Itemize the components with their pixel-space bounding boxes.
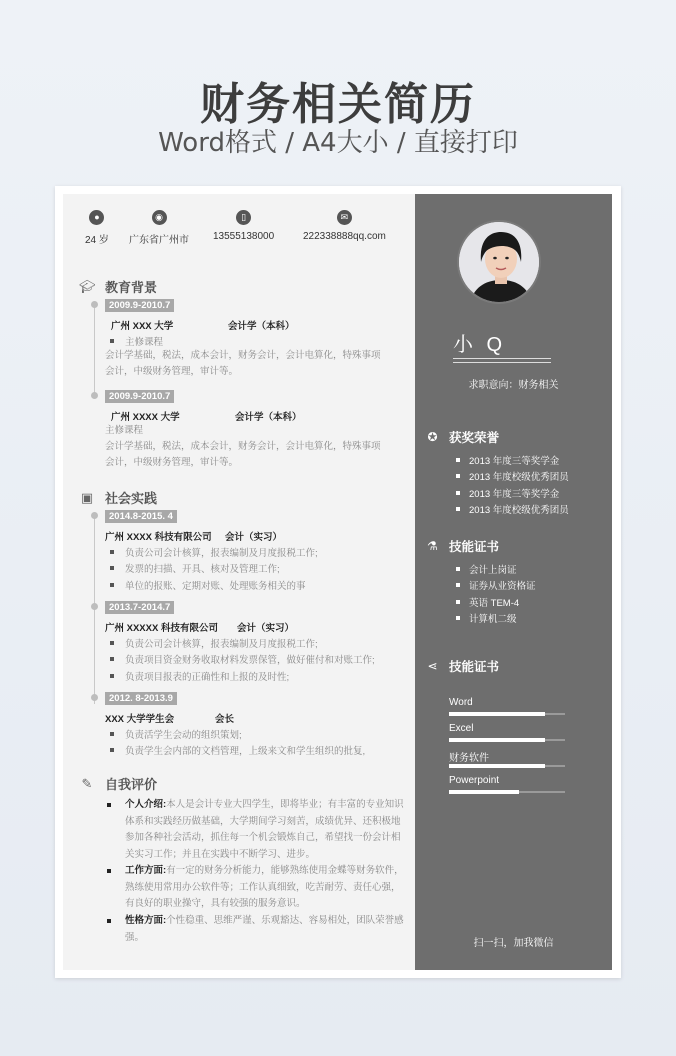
practice-title: 社会实践 bbox=[105, 491, 158, 506]
resume-paper bbox=[55, 186, 621, 978]
skill-bar bbox=[449, 765, 565, 767]
timeline-dot bbox=[91, 603, 98, 610]
contact-location-text: 广东省广州市 bbox=[129, 235, 189, 246]
award-item: 2013 年度校级优秀团员 bbox=[469, 502, 569, 516]
practice-org-3: XXX 大学学生会 bbox=[105, 714, 175, 725]
medal-icon: ✪ bbox=[427, 429, 438, 444]
portrait-photo bbox=[459, 222, 541, 304]
cert-item: 英语 TEM-4 bbox=[469, 595, 519, 609]
email-icon: ✉ bbox=[337, 210, 352, 225]
evaluation-label: 性格方面: bbox=[125, 915, 167, 926]
edit-icon: ✎ bbox=[81, 775, 93, 791]
skill-name: Excel bbox=[449, 723, 474, 734]
practice-org-2: 广州 XXXXX 科技有限公司 bbox=[105, 623, 218, 634]
education-title: 教育背景 bbox=[105, 280, 158, 295]
evaluation-text: 个性稳重、思维严谨、乐观豁达、容易相处，团队荣誉感强。 bbox=[125, 915, 404, 943]
practice-org-1: 广州 XXXX 科技有限公司 bbox=[105, 532, 212, 543]
contact-email-text: 222338888qq.com bbox=[303, 231, 386, 242]
practice-bullet: 负责公司会计核算，报表编制及月度报税工作; bbox=[105, 545, 318, 559]
evaluation-text: 有一定的财务分析能力，能够熟练使用金蝶等财务软件，熟练使用常用办公软件等；工作认真细致，吃苦耐劳、责任心强，有良好的职业操守，具有较强的服务意识。 bbox=[125, 865, 404, 910]
practice-role-2: 会计（实习） bbox=[237, 623, 295, 634]
certs-header bbox=[425, 537, 499, 555]
practice-bullet: 负责项目报表的正确性和上报的及时性; bbox=[105, 669, 289, 683]
practice-header bbox=[79, 488, 157, 507]
timeline-dot bbox=[91, 301, 98, 308]
edu-school-2: 广州 XXXX 大学 bbox=[111, 412, 180, 423]
timeline-dot bbox=[91, 512, 98, 519]
practice-bullet: 负责公司会计核算，报表编制及月度报税工作; bbox=[105, 636, 318, 650]
profile-name: 小 Q bbox=[453, 334, 507, 356]
name-divider bbox=[453, 358, 551, 359]
avatar bbox=[457, 220, 541, 304]
edu-courses-1-line1: 会计学基础，税法，成本会计，财务会计，会计电算化，特殊事项 bbox=[105, 350, 381, 361]
briefcase-icon: ▣ bbox=[80, 489, 94, 505]
practice-bullet: 发票的扫描、开具、核对及管理工作; bbox=[105, 561, 280, 575]
practice-bullet: 负责活学生会动的组织策划; bbox=[105, 727, 242, 741]
evaluation-item bbox=[125, 797, 405, 863]
skill-bar-fill bbox=[449, 712, 545, 716]
evaluation-item bbox=[125, 863, 405, 913]
practice-date-3: 2012. 8-2013.9 bbox=[105, 692, 177, 705]
edu-courses-2-line1: 会计学基础，税法，成本会计，财务会计，会计电算化，特殊事项 bbox=[105, 441, 381, 452]
share-icon: ⋖ bbox=[427, 658, 438, 673]
contact-location bbox=[129, 210, 189, 246]
skill-bar bbox=[449, 791, 565, 793]
evaluation-header bbox=[79, 774, 157, 793]
resume-right-column bbox=[415, 194, 612, 970]
location-icon: ◉ bbox=[152, 210, 167, 225]
skill-bar-fill bbox=[449, 738, 545, 742]
edu-school-1: 广州 XXX 大学 bbox=[111, 321, 174, 332]
evaluation-title: 自我评价 bbox=[105, 777, 158, 792]
award-item: 2013 年度三等奖学金 bbox=[469, 453, 559, 467]
edu-major-1: 会计学（本科） bbox=[228, 321, 295, 332]
timeline-dot bbox=[91, 694, 98, 701]
edu-courses-label-1: 主修课程 bbox=[105, 334, 163, 348]
skill-bar-fill bbox=[449, 764, 545, 768]
practice-date-1: 2014.8-2015. 4 bbox=[105, 510, 177, 523]
certs-title: 技能证书 bbox=[449, 540, 500, 554]
contact-phone-text: 13555138000 bbox=[213, 231, 275, 242]
skill-bar bbox=[449, 713, 565, 715]
skills-title: 技能证书 bbox=[449, 660, 500, 674]
award-item: 2013 年度三等奖学金 bbox=[469, 486, 559, 500]
skills-header bbox=[425, 657, 499, 675]
practice-role-3: 会长 bbox=[215, 714, 235, 725]
timeline-line bbox=[94, 302, 95, 396]
edu-courses-2-line2: 会计，中级财务管理，审计等。 bbox=[105, 457, 239, 468]
practice-role-1: 会计（实习） bbox=[225, 532, 283, 543]
skill-bar bbox=[449, 739, 565, 741]
evaluation-text: 本人是会计专业大四学生，即将毕业；有丰富的专业知识体系和实践经历做基础，大学期间学习刻苦，成绩优异、还积极地参加各种社会活动，抓住每一个机会锻炼自己，希望找一份会计相关实习工作；并且在实践中不断学习、进步。 bbox=[125, 799, 404, 860]
edu-courses-label-2: 主修课程 bbox=[105, 425, 144, 436]
award-item: 2013 年度校级优秀团员 bbox=[469, 469, 569, 483]
scan-wechat-text: 扫一扫，加我微信 bbox=[473, 938, 554, 949]
hero-title: 财务相关简历 bbox=[200, 79, 476, 130]
resume-left-column bbox=[63, 194, 415, 970]
edu-courses-1-line2: 会计，中级财务管理，审计等。 bbox=[105, 366, 239, 377]
contact-age bbox=[85, 210, 109, 246]
hero-subtitle: Word格式 / A4大小 / 直接打印 bbox=[158, 128, 518, 158]
timeline-dot bbox=[91, 392, 98, 399]
cert-item: 证券从业资格证 bbox=[469, 578, 536, 592]
evaluation-label: 工作方面: bbox=[125, 865, 167, 876]
skill-name: Powerpoint bbox=[449, 775, 500, 786]
edu-date-1: 2009.9-2010.7 bbox=[105, 299, 174, 312]
job-intent: 求职意向：财务相关 bbox=[468, 380, 559, 391]
skill-name: 财务软件 bbox=[449, 753, 489, 764]
contact-phone bbox=[213, 210, 274, 242]
contact-email bbox=[303, 210, 386, 242]
evaluation-item bbox=[125, 913, 405, 946]
name-divider bbox=[453, 362, 551, 363]
edu-date-2: 2009.9-2010.7 bbox=[105, 390, 174, 403]
practice-date-2: 2013.7-2014.7 bbox=[105, 601, 174, 614]
evaluation-label: 个人介绍: bbox=[125, 799, 167, 810]
flask-icon: ⚗ bbox=[427, 538, 438, 553]
contact-age-text: 24 岁 bbox=[85, 235, 109, 246]
practice-bullet: 负责项目资金财务收取材料发票保管，做好催付和对账工作; bbox=[105, 652, 375, 666]
graduation-cap-icon: 🎓︎ bbox=[79, 278, 96, 294]
awards-header bbox=[425, 428, 499, 446]
edu-major-2: 会计学（本科） bbox=[235, 412, 302, 423]
education-header bbox=[79, 277, 157, 296]
practice-bullet: 单位的报账、定期对账、处理账务相关的事 bbox=[105, 578, 306, 592]
cert-item: 计算机二级 bbox=[469, 611, 517, 625]
user-icon: ● bbox=[89, 210, 104, 225]
skill-name: Word bbox=[449, 697, 473, 708]
phone-icon: ▯ bbox=[236, 210, 251, 225]
skill-bar-fill bbox=[449, 790, 519, 794]
cert-item: 会计上岗证 bbox=[469, 562, 517, 576]
awards-title: 获奖荣誉 bbox=[449, 431, 500, 445]
practice-bullet: 负责学生会内部的文档管理，上级来文和学生组织的批复, bbox=[105, 743, 365, 757]
